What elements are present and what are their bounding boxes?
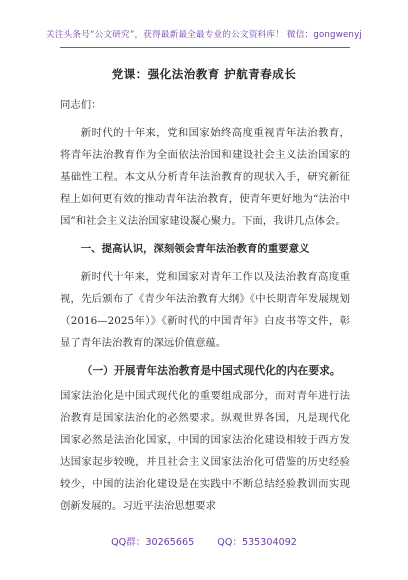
- section-heading: 一、提高认识，深刻领会青年法治教育的重要意义: [80, 243, 310, 255]
- subsection-heading: （一）开展青年法治教育是中国式现代化的内在要求。: [81, 364, 341, 377]
- header-divider: [60, 47, 350, 48]
- intro-paragraph: 新时代的十年来，党和国家始终高度重视青年法治教育，将青年法治教育作为全面依法治国和建设社会主义法治国家的基础性工程。本文从分析青年法治教育的现状入手，研究新征程上如何更有效的推动青年法治教育，使青年更好地为“法治中国”和社会主义法治国家建设凝心聚力。下面，我讲几点体会。: [60, 127, 350, 227]
- footer: [0, 534, 408, 548]
- section-paragraph: 新时代十年来，党和国家对青年工作以及法治教育高度重视，先后颁布了《青少年法治教育大纲》《中长期青年发展规划（2016—2025年）》《新时代的中国青年》白皮书等文件，彰显了青年法治教育的深远价值意蕴。: [60, 271, 350, 349]
- document-body: [60, 94, 350, 520]
- subsection-paragraph: 国家法治化是中国式现代化的重要组成部分，而对青年进行法治教育是国家法治化的必然要求。纵观世界各国，凡是现代化国家必然是法治化国家，中国的国家法治化建设相较于西方发达国家起步较晚，并且社会主义国家法治化可借鉴的历史经验较少，中国的法治化建设是在实践中不断总结经验教训而实现创新发展的。习近平法治思想要求: [60, 390, 350, 512]
- footer-qq: QQ：535304092: [217, 537, 297, 548]
- greeting: 同志们：: [60, 99, 102, 111]
- document-title: 党课：强化法治教育 护航青春成长: [111, 67, 297, 81]
- header-banner: 关注头条号“公文研究”，获得最新最全最专业的公文资料库！ 微信：gongwenyj: [46, 30, 362, 40]
- footer-qq-group: QQ群：30265665: [111, 537, 195, 548]
